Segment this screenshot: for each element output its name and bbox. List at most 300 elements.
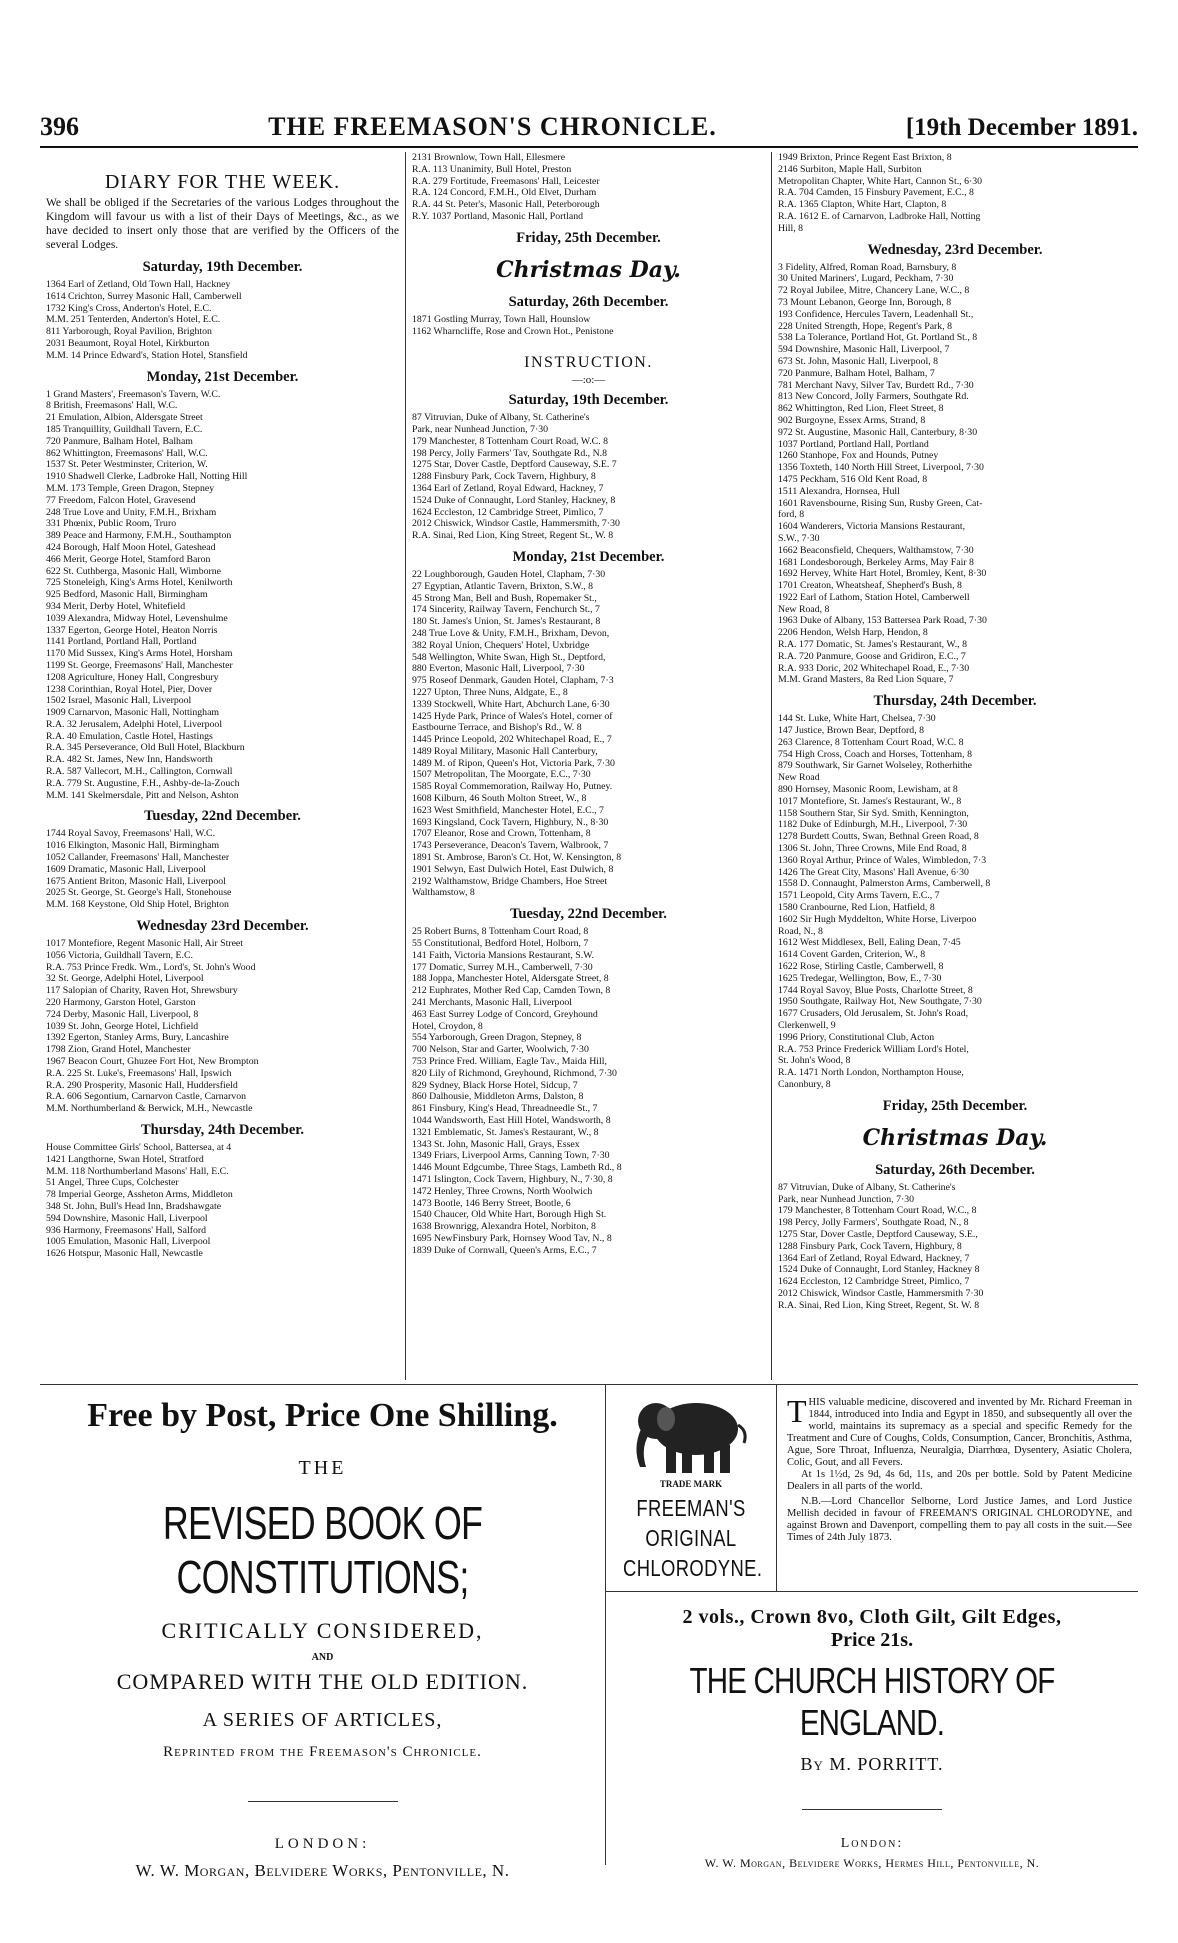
lodge-entry: 1604 Wanderers, Victoria Mansions Restaurant, — [778, 521, 966, 533]
lodge-entry: R.A. 720 Panmure, Goose and Gridiron, E.C., 7 — [778, 650, 966, 662]
advert-paragraph: HIS valuable medicine, discovered and invented by Mr. Richard Freeman in 1844, introduced into India and Egypt in 1850, and subsequently all over the world, maintains its supremacy as a special and specific Remedy for the Treatment and Cure of Coughs, Colds, Consumption, Cancer, Bronchitis, Asthma, Ague, Sore Throat, Influenza, Neuralgia, Diarrhœa, Dysentery, Asiatic Cholera, Colic, Gout, and all Fevers. — [787, 1397, 1132, 1468]
lodge-entry: 1278 Burdett Coutts, Swan, Bethnal Green Road, 8 — [778, 831, 979, 843]
lodge-entry: Hill, 8 — [778, 222, 804, 234]
lodge-entry: 1701 Creaton, Wheatsheaf, Shepherd's Bush, 8 — [778, 580, 962, 592]
lodge-entry: 622 St. Cuthberga, Masonic Hall, Wimborne — [46, 565, 222, 577]
lodge-entry: 228 United Strength, Hope, Regent's Park, 8 — [778, 320, 953, 332]
lodge-entry: 1608 Kilburn, 46 South Molton Street, W., 8 — [412, 793, 587, 805]
lodge-entry: 2031 Beaumont, Royal Hotel, Kirkburton — [46, 337, 210, 349]
lodge-entry: 1614 Crichton, Surrey Masonic Hall, Camberwell — [46, 290, 242, 302]
lodge-entry: 1707 Eleanor, Rose and Crown, Tottenham, 8 — [412, 828, 591, 840]
book-price: Price 21s. — [830, 1629, 914, 1651]
lodge-entry: R.A. 40 Emulation, Castle Hotel, Hastings — [46, 730, 213, 742]
lodge-entry: New Road — [778, 772, 820, 784]
lodge-list — [778, 262, 1132, 687]
lodge-entry: 1949 Brixton, Prince Regent East Brixton, 8 — [778, 152, 952, 163]
lodge-list — [46, 828, 399, 911]
lodge-entry: 1489 Royal Military, Masonic Hall Canterbury, — [412, 745, 598, 757]
chlorodyne-text — [777, 1385, 1138, 1591]
lodge-entry: 1475 Peckham, 516 Old Kent Road, 8 — [778, 473, 928, 485]
lodge-entry: 2012 Chiswick, Windsor Castle, Hammersmith, 7·30 — [412, 518, 620, 530]
lodge-entry: 1356 Toxteth, 140 North Hill Street, Liverpool, 7·30 — [778, 462, 984, 474]
advert-subtitle: CRITICALLY CONSIDERED, — [161, 1618, 484, 1643]
lodge-entry: 1426 The Great City, Masons' Hall Avenue, 6·30 — [778, 866, 969, 878]
lodge-entry: 179 Manchester, 8 Tottenham Court Road, W.C. 8 — [412, 435, 609, 447]
lodge-entry: 1744 Royal Savoy, Blue Posts, Charlotte Street, 8 — [778, 984, 973, 996]
lodge-entry: M.M. 118 Northumberland Masons' Hall, E.C. — [46, 1165, 229, 1177]
lodge-entry: Park, near Nunhead Junction, 7·30 — [778, 1193, 915, 1205]
lodge-entry: 1017 Montefiore, St. James's Restaurant, W., 8 — [778, 795, 962, 807]
lodge-entry: R.A. 753 Prince Frederick William Lord's Hotel, — [778, 1043, 969, 1055]
lodge-entry: R.A. 704 Camden, 15 Finsbury Pavement, E.C., 8 — [778, 187, 974, 199]
lodge-entry: R.A. 1365 Clapton, White Hart, Clapton, 8 — [778, 199, 947, 211]
advert-series: A SERIES OF ARTICLES, — [202, 1709, 443, 1731]
lodge-entry: Hotel, Croydon, 8 — [412, 1020, 483, 1032]
advert-headline: Free by Post, Price One Shilling. — [87, 1397, 558, 1434]
advert-the: THE — [298, 1457, 347, 1479]
lodge-entry: 1364 Earl of Zetland, Royal Edward, Hackney, 7 — [778, 1252, 970, 1264]
lodge-entry: 174 Sincerity, Railway Tavern, Fenchurch St., 7 — [412, 604, 600, 616]
lodge-entry: 1910 Shadwell Clerke, Ladbroke Hall, Notting Hill — [46, 471, 248, 483]
lodge-entry: 1922 Earl of Lathom, Station Hotel, Camberwell — [778, 591, 970, 603]
lodge-entry: 22 Loughborough, Gauden Hotel, Clapham, 7·30 — [412, 568, 606, 580]
advert-publisher: W. W. Morgan, Belvidere Works, Pentonville, N. — [135, 1861, 510, 1880]
lodge-entry: 1288 Finsbury Park, Cock Tavern, Highbury, 8 — [412, 471, 596, 483]
lodge-entry: 538 La Tolerance, Portland Hot, Gt. Portland St., 8 — [778, 332, 978, 344]
lodge-list — [412, 926, 765, 1256]
lodge-list — [778, 713, 1132, 1091]
day-heading: Tuesday, 22nd December. — [144, 808, 301, 825]
lodge-entry: R.A. 345 Perseverance, Old Bull Hotel, Blackburn — [46, 742, 245, 754]
lodge-entry: 1421 Langthorne, Swan Hotel, Stratford — [46, 1153, 204, 1165]
lodge-entry: M.M. 141 Skelmersdale, Pitt and Nelson, Ashton — [46, 789, 239, 801]
lodge-entry: 73 Mount Lebanon, George Inn, Borough, 8 — [778, 296, 952, 308]
day-heading: Saturday, 26th December. — [875, 1161, 1035, 1178]
lodge-entry: 1693 Kingsland, Cock Tavern, Highbury, N., 8·30 — [412, 816, 609, 828]
advert-paragraph: N.B.—Lord Chancellor Selborne, Lord Justice James, and Lord Justice Mellish decided in favour of FREEMAN'S ORIGINAL CHLORODYNE, and against Brown and Davenport, compelling them to pay all costs in the suit.—See Times of 24th July 1873. — [787, 1496, 1132, 1543]
lodge-entry: 925 Bedford, Masonic Hall, Birmingham — [46, 589, 208, 601]
lodge-entry: 811 Yarborough, Royal Pavilion, Brighton — [46, 326, 212, 338]
lodge-entry: 198 Percy, Jolly Farmers', Southgate Road, N., 8 — [778, 1217, 969, 1229]
lodge-entry: Road, N., 8 — [778, 925, 823, 937]
lodge-entry: R.A. 225 St. Luke's, Freemasons' Hall, Ipswich — [46, 1067, 232, 1079]
page-number: 396 — [40, 112, 79, 141]
diary-title: DIARY FOR THE WEEK. — [104, 171, 341, 193]
lodge-entry: 1158 Southern Star, Sir Syd. Smith, Kennington, — [778, 807, 969, 819]
lodge-entry: 1623 West Smithfield, Manchester Hotel, E.C., 7 — [412, 804, 604, 816]
lodge-entry: R.A. 482 St. James, New Inn, Handsworth — [46, 754, 213, 766]
lodge-entry: ford, 8 — [778, 509, 805, 521]
lodge-entry: 1162 Wharncliffe, Rose and Crown Hot., Penistone — [412, 325, 614, 337]
lodge-entry: 348 St. John, Bull's Head Inn, Bradshawgate — [46, 1200, 222, 1212]
lodge-list — [778, 1182, 1132, 1312]
lodge-entry: New Road, 8 — [778, 603, 830, 615]
lodge-entry: 975 Roseof Denmark, Gauden Hotel, Clapham, 7·3 — [412, 675, 614, 687]
lodge-list — [412, 152, 765, 223]
lodge-entry: 1182 Duke of Edinburgh, M.H., Liverpool, 7·30 — [778, 819, 968, 831]
book-title: REVISED BOOK OF CONSTITUTIONS; — [162, 1497, 483, 1603]
lodge-entry: 972 St. Augustine, Masonic Hall, Canterbury, 8·30 — [778, 426, 978, 438]
column-3 — [772, 152, 1138, 1380]
advert-london: London: — [840, 1836, 904, 1851]
lodge-entry: St. John's Wood, 8 — [778, 1055, 851, 1067]
lodge-entry: 2192 Walthamstow, Bridge Chambers, Hoe Street — [412, 875, 608, 887]
lodge-entry: 1732 King's Cross, Anderton's Hotel, E.C. — [46, 302, 212, 314]
ornament: —:o:— — [571, 374, 606, 387]
lodge-entry: 1571 Leopold, City Arms Tavern, E.C., 7 — [778, 890, 940, 902]
church-history-advert — [606, 1606, 1138, 1871]
lodge-list — [46, 389, 399, 802]
lodge-entry: Metropolitan Chapter, White Hart, Cannon St., 6·30 — [778, 175, 983, 187]
lodge-entry: 754 High Cross, Coach and Horses, Tottenham, 8 — [778, 748, 972, 760]
lodge-entry: 890 Hornsey, Masonic Room, Lewisham, at 8 — [778, 784, 958, 796]
lodge-entry: 1585 Royal Commemoration, Railway Ho, Putney. — [412, 781, 613, 793]
lodge-entry: 1017 Montefiore, Regent Masonic Hall, Air Street — [46, 938, 243, 950]
lodge-entry: 8 British, Freemasons' Hall, W.C. — [46, 400, 178, 412]
day-heading: Monday, 21st December. — [512, 548, 665, 565]
lodge-entry: 1275 Star, Dover Castle, Deptford Causeway, S.E., — [778, 1228, 978, 1240]
lodge-entry: 87 Vitruvian, Duke of Albany, St. Catherine's — [412, 412, 590, 424]
lodge-list — [412, 412, 765, 542]
lodge-entry: 2131 Brownlow, Town Hall, Ellesmere — [412, 152, 566, 163]
lodge-entry: 700 Nelson, Star and Garter, Woolwich, 7·30 — [412, 1044, 589, 1056]
lodge-entry: 1039 St. John, George Hotel, Lichfield — [46, 1020, 199, 1032]
columns — [40, 152, 1138, 1380]
lodge-entry: 77 Freedom, Falcon Hotel, Gravesend — [46, 494, 196, 506]
lodge-entry: 248 True Love & Unity, F.M.H., Brixham, Devon, — [412, 627, 610, 639]
lodge-entry: 548 Wellington, White Swan, High St., Deptford, — [412, 651, 606, 663]
day-heading: Tuesday, 22nd December. — [510, 906, 667, 923]
lodge-entry: 241 Merchants, Masonic Hall, Liverpool — [412, 997, 572, 1009]
lodge-entry: 1558 D. Connaught, Palmerston Arms, Camberwell, 8 — [778, 878, 991, 890]
lodge-list — [778, 152, 1132, 235]
lodge-list — [412, 569, 765, 899]
lodge-entry: 25 Robert Burns, 8 Tottenham Court Road, 8 — [412, 926, 589, 938]
lodge-entry: 1227 Upton, Three Nuns, Aldgate, E., 8 — [412, 686, 568, 698]
brand-line: ORIGINAL — [645, 1525, 737, 1551]
lodge-entry: 220 Harmony, Garston Hotel, Garston — [46, 997, 196, 1009]
day-heading: Saturday, 26th December. — [508, 293, 669, 310]
lodge-entry: R.A. 177 Domatic, St. James's Restaurant, W., 8 — [778, 639, 967, 651]
lodge-list — [412, 314, 765, 338]
lodge-entry: 1601 Ravensbourne, Rising Sun, Rusby Green, Cat- — [778, 497, 983, 509]
lodge-entry: Clerkenwell, 9 — [778, 1019, 836, 1031]
constitutions-advert — [40, 1385, 606, 1880]
lodge-entry: 1909 Carnarvon, Masonic Hall, Nottingham — [46, 707, 220, 719]
lodge-entry: 180 St. James's Union, St. James's Restaurant, 8 — [412, 616, 601, 628]
lodge-entry: 753 Prince Fred. William, Eagle Tav., Maida Hill, — [412, 1056, 607, 1068]
lodge-entry: 463 East Surrey Lodge of Concord, Greyhound — [412, 1008, 598, 1020]
book-author: By M. PORRITT. — [800, 1754, 944, 1774]
lodge-entry: 1056 Victoria, Guildhall Tavern, E.C. — [46, 949, 193, 961]
lodge-entry: 147 Justice, Brown Bear, Deptford, 8 — [778, 725, 924, 737]
lodge-entry: 1170 Mid Sussex, King's Arms Hotel, Horsham — [46, 648, 233, 660]
lodge-entry: 781 Merchant Navy, Silver Tav, Burdett Rd., 7·30 — [778, 379, 974, 391]
lodge-list — [46, 1142, 399, 1260]
day-heading: Friday, 25th December. — [882, 1097, 1028, 1114]
lodge-entry: 1798 Zion, Grand Hotel, Manchester — [46, 1044, 191, 1056]
lodge-entry: 32 St. George, Adelphi Hotel, Liverpool — [46, 973, 204, 985]
instruction-heading: INSTRUCTION. — [524, 354, 653, 372]
lodge-entry: 1489 M. of Ripon, Queen's Hot, Victoria Park, 7·30 — [412, 757, 615, 769]
lodge-entry: 179 Manchester, 8 Tottenham Court Road, W.C., 8 — [778, 1205, 977, 1217]
lodge-entry: 27 Egyptian, Atlantic Tavern, Brixton, S.W., 8 — [412, 580, 594, 592]
lodge-entry: 1199 St. George, Freemasons' Hall, Manchester — [46, 659, 233, 671]
christmas-day: Christmas Day. — [862, 1124, 1048, 1151]
lodge-entry: 813 New Concord, Jolly Farmers, Southgate Rd. — [778, 391, 969, 403]
lodge-entry: 198 Percy, Jolly Farmers' Tav, Southgate Rd., N.8 — [412, 447, 607, 459]
lodge-entry: 185 Tranquillity, Guildhall Tavern, E.C. — [46, 423, 203, 435]
lodge-entry: 1662 Beaconsfield, Chequers, Walthamstow, 7·30 — [778, 544, 974, 556]
lodge-list — [46, 279, 399, 362]
advert-paragraph: At 1s 1½d, 2s 9d, 4s 6d, 11s, and 20s per bottle. Sold by Patent Medicine Dealers in all parts of the world. — [787, 1469, 1132, 1492]
lodge-entry: 1141 Portland, Portland Hall, Portland — [46, 636, 197, 648]
newspaper-title: THE FREEMASON'S CHRONICLE. — [268, 112, 717, 141]
lodge-entry: 1967 Beacon Court, Ghuzee Fort Hot, New Brompton — [46, 1056, 259, 1068]
lodge-entry: M.M. 251 Tenterden, Anderton's Hotel, E.C. — [46, 314, 221, 326]
lodge-entry: 389 Peace and Harmony, F.M.H., Southampton — [46, 530, 232, 542]
lodge-entry: 880 Everton, Masonic Hall, Liverpool, 7·30 — [412, 663, 585, 675]
book-format: 2 vols., Crown 8vo, Cloth Gilt, Gilt Edges, — [682, 1606, 1062, 1628]
lodge-entry: 862 Whittington, Red Lion, Fleet Street, 8 — [778, 403, 944, 415]
lodge-entry: 1681 Londesborough, Berkeley Arms, May Fair 8 — [778, 556, 974, 568]
lodge-entry: M.M. Northumberland & Berwick, M.H., Newcastle — [46, 1103, 253, 1115]
lodge-entry: 1614 Covent Garden, Criterion, W., 8 — [778, 949, 926, 961]
lodge-entry: 860 Dalhousie, Middleton Arms, Dalston, 8 — [412, 1091, 584, 1103]
lodge-entry: 1044 Wandsworth, East Hill Hotel, Wandsworth, 8 — [412, 1115, 611, 1126]
lodge-entry: 594 Downshire, Masonic Hall, Liverpool — [46, 1212, 208, 1224]
lodge-entry: 1511 Alexandra, Hornsea, Hull — [778, 485, 900, 497]
lodge-entry: 1891 St. Ambrose, Baron's Ct. Hot, W. Kensington, 8 — [412, 852, 622, 864]
lodge-entry: 879 Southwark, Sir Garnet Wolseley, Rotherhithe — [778, 760, 973, 772]
trade-mark-label: TRADE MARK — [659, 1479, 723, 1489]
lodge-entry: 1288 Finsbury Park, Cock Tavern, Highbury, 8 — [778, 1240, 962, 1252]
lodge-entry: M.M. 168 Keystone, Old Ship Hotel, Brighton — [46, 899, 229, 911]
lodge-entry: 72 Royal Jubilee, Mitre, Chancery Lane, W.C., 8 — [778, 285, 970, 297]
lodge-entry: Canonbury, 8 — [778, 1078, 831, 1090]
lodge-entry: 1037 Portland, Portland Hall, Portland — [778, 438, 929, 450]
advertisements — [40, 1384, 1138, 1880]
lodge-entry: 1039 Alexandra, Midway Hotel, Levenshulme — [46, 612, 228, 624]
lodge-entry: 1364 Earl of Zetland, Old Town Hall, Hackney — [46, 279, 231, 290]
lodge-entry: 720 Panmure, Balham Hotel, Balham — [46, 435, 193, 447]
lodge-entry: 78 Imperial George, Assheton Arms, Middleton — [46, 1189, 233, 1201]
lodge-entry: 861 Finsbury, King's Head, Threadneedle St., 7 — [412, 1103, 598, 1115]
lodge-entry: 554 Yarborough, Green Dragon, Stepney, 8 — [412, 1032, 582, 1044]
lodge-entry: 1624 Eccleston, 12 Cambridge Street, Pimlico, 7 — [412, 506, 604, 518]
elephant-icon — [606, 1385, 776, 1485]
lodge-entry: 55 Constitutional, Bedford Hotel, Holborn, 7 — [412, 938, 589, 950]
lodge-entry: 1602 Sir Hugh Myddelton, White Horse, Liverpoo — [778, 913, 977, 925]
lodge-entry: 21 Emulation, Albion, Aldersgate Street — [46, 412, 203, 424]
lodge-entry: R.A. 44 St. Peter's, Masonic Hall, Peterborough — [412, 199, 600, 211]
lodge-entry: 1540 Chaucer, Old White Hart, Borough High St. — [412, 1209, 607, 1221]
lodge-entry: 1537 St. Peter Westminster, Criterion, W. — [46, 459, 208, 471]
drop-cap: T — [787, 1393, 807, 1429]
lodge-entry: 177 Domatic, Surrey M.H., Camberwell, 7·30 — [412, 961, 593, 973]
page-header — [40, 108, 1138, 142]
advert-and: AND — [311, 1652, 334, 1663]
lodge-list — [46, 938, 399, 1115]
lodge-entry: R.A. 933 Doric, 202 Whitechapel Road, E., 7·30 — [778, 662, 970, 674]
elephant-trademark-image — [626, 1387, 756, 1483]
right-adverts — [606, 1385, 1138, 1870]
lodge-entry: 1677 Crusaders, Old Jerusalem, St. John's Road, — [778, 1008, 969, 1020]
lodge-entry: 1349 Friars, Liverpool Arms, Canning Town, 7·30 — [412, 1150, 610, 1162]
lodge-entry: 188 Joppa, Manchester Hotel, Aldersgate Street, 8 — [412, 973, 609, 985]
lodge-entry: 1052 Callander, Freemasons' Hall, Manchester — [46, 852, 230, 864]
lodge-entry: 144 St. Luke, White Hart, Chelsea, 7·30 — [778, 713, 936, 725]
lodge-entry: 1425 Hyde Park, Prince of Wales's Hotel, corner of — [412, 710, 613, 722]
lodge-entry: R.A. 124 Concord, F.M.H., Old Elvet, Durham — [412, 187, 597, 199]
lodge-entry: R.A. 1612 E. of Carnarvon, Ladbroke Hall, Notting — [778, 210, 981, 222]
lodge-entry: 466 Merit, George Hotel, Stamford Baron — [46, 553, 211, 565]
lodge-entry: 1364 Earl of Zetland, Royal Edward, Hackney, 7 — [412, 482, 604, 494]
lodge-entry: 1622 Rose, Stirling Castle, Camberwell, 8 — [778, 961, 944, 972]
lodge-entry: 1612 West Middlesex, Bell, Ealing Dean, 7·45 — [778, 937, 961, 949]
lodge-entry: 1275 Star, Dover Castle, Deptford Causeway, S.E. 7 — [412, 459, 617, 471]
lodge-entry: 1624 Eccleston, 12 Cambridge Street, Pimlico, 7 — [778, 1276, 970, 1288]
lodge-entry: 1 Grand Masters', Freemason's Tavern, W.C. — [46, 388, 221, 400]
lodge-entry: 1471 Islington, Cock Tavern, Highbury, N., 7·30, 8 — [412, 1173, 613, 1185]
lodge-entry: 820 Lily of Richmond, Greyhound, Richmond, 7·30 — [412, 1067, 617, 1079]
lodge-entry: 1337 Egerton, George Hotel, Heaton Norris — [46, 624, 218, 636]
lodge-entry: 2206 Hendon, Welsh Harp, Hendon, 8 — [778, 627, 928, 639]
diary-intro: We shall be obliged if the Secretaries of the various Lodges throughout the Kingdom will favour us with a list of their Days of Meetings, &c., as we have decided to insert only those that are verified by the Officers of the several Lodges. — [46, 197, 399, 251]
lodge-entry: 1016 Elkington, Masonic Hall, Birmingham — [46, 840, 220, 852]
lodge-entry: 1238 Corinthian, Royal Hotel, Pier, Dover — [46, 683, 213, 695]
day-heading: Saturday, 19th December. — [508, 392, 669, 409]
lodge-entry: R.Y. 1037 Portland, Masonic Hall, Portland — [412, 210, 583, 222]
lodge-entry: 1392 Egerton, Stanley Arms, Bury, Lancashire — [46, 1032, 229, 1044]
lodge-entry: 51 Angel, Three Cups, Colchester — [46, 1177, 179, 1189]
lodge-entry: 1695 NewFinsbury Park, Hornsey Wood Tav, N., 8 — [412, 1232, 612, 1244]
lodge-entry: 1446 Mount Edgcumbe, Three Stags, Lambeth Rd., 8 — [412, 1162, 622, 1174]
day-heading: Wednesday, 23rd December. — [867, 241, 1043, 258]
day-heading: Wednesday 23rd December. — [136, 918, 309, 935]
lodge-entry: R.A. Sinai, Red Lion, King Street, Regent St., W. 8 — [412, 530, 614, 542]
lodge-entry: 673 St. John, Masonic Hall, Liverpool, 8 — [778, 355, 939, 367]
issue-date: [19th December 1891. — [905, 114, 1138, 141]
lodge-entry: 141 Faith, Victoria Mansions Restaurant, S.W. — [412, 949, 595, 961]
lodge-entry: 193 Confidence, Hercules Tavern, Leadenhall St., — [778, 308, 974, 320]
divider — [802, 1809, 942, 1810]
lodge-entry: 1743 Perseverance, Deacon's Tavern, Walbrook, 7 — [412, 840, 609, 852]
day-heading: Thursday, 24th December. — [873, 693, 1037, 710]
day-heading: Saturday, 19th December. — [142, 259, 303, 275]
lodge-entry: R.A. 113 Unanimity, Bull Hotel, Preston — [412, 163, 572, 175]
lodge-entry: R.A. 779 St. Augustine, F.H., Ashby-de-la-Zouch — [46, 777, 240, 789]
lodge-entry: M.M. 173 Temple, Green Dragon, Stepney — [46, 482, 215, 494]
lodge-entry: 902 Burgoyne, Essex Arms, Strand, 8 — [778, 414, 926, 426]
lodge-entry: Park, near Nunhead Junction, 7·30 — [412, 423, 549, 435]
lodge-entry: 1472 Henley, Three Crowns, North Woolwich — [412, 1185, 593, 1197]
book-title: THE CHURCH HISTORY OF ENGLAND. — [689, 1660, 1055, 1743]
lodge-entry: 1502 Israel, Masonic Hall, Liverpool — [46, 695, 192, 707]
lodge-entry: 1996 Priory, Constitutional Club, Acton — [778, 1031, 935, 1043]
lodge-entry: 934 Merit, Derby Hotel, Whitefield — [46, 600, 186, 612]
lodge-entry: 1580 Cranbourne, Red Lion, Hatfield, 8 — [778, 902, 935, 914]
lodge-entry: 1321 Emblematic, St. James's Restaurant, W., 8 — [412, 1126, 599, 1138]
column-2 — [406, 152, 772, 1380]
lodge-entry: M.M. Grand Masters, 8a Red Lion Square, 7 — [778, 674, 954, 686]
advert-publisher: W. W. Morgan, Belvidere Works, Hermes Hill, Pentonville, N. — [704, 1856, 1040, 1870]
lodge-entry: 248 True Love and Unity, F.M.H., Brixham — [46, 506, 217, 518]
lodge-entry: 382 Royal Union, Chequers' Hotel, Uxbridge — [412, 639, 590, 651]
lodge-entry: House Committee Girls' School, Battersea, at 4 — [46, 1142, 232, 1153]
lodge-entry: 212 Euphrates, Mother Red Cap, Camden Town, 8 — [412, 985, 611, 997]
lodge-entry: R.A. 606 Segontium, Carnarvon Castle, Carnarvon — [46, 1091, 246, 1103]
lodge-entry: 1208 Agriculture, Honey Hall, Congresbury — [46, 671, 219, 683]
lodge-entry: R.A. 32 Jerusalem, Adelphi Hotel, Liverpool — [46, 718, 223, 730]
christmas-day: Christmas Day. — [496, 256, 681, 283]
lodge-entry: 2146 Surbiton, Maple Hall, Surbiton — [778, 163, 922, 175]
brand-line: CHLORODYNE. — [623, 1555, 763, 1581]
lodge-entry: 263 Clarence, 8 Tottenham Court Road, W.C. 8 — [778, 736, 964, 748]
lodge-entry: 1260 Stanhope, Fox and Hounds, Putney — [778, 450, 939, 462]
chlorodyne-brand — [606, 1385, 777, 1591]
advert-compared: COMPARED WITH THE OLD EDITION. — [116, 1669, 529, 1694]
lodge-entry: Walthamstow, 8 — [412, 887, 475, 899]
lodge-entry: M.M. 14 Prince Edward's, Station Hotel, Stansfield — [46, 349, 248, 361]
lodge-entry: 1507 Metropolitan, The Moorgate, E.C., 7·30 — [412, 769, 591, 781]
lodge-entry: Eastbourne Terrace, and Bishop's Rd., W. 8 — [412, 722, 582, 734]
lodge-entry: 1839 Duke of Cornwall, Queen's Arms, E.C., 7 — [412, 1244, 597, 1256]
lodge-entry: 1524 Duke of Connaught, Lord Stanley, Hackney, 8 — [412, 494, 616, 506]
lodge-entry: 1005 Emulation, Masonic Hall, Liverpool — [46, 1236, 211, 1248]
lodge-entry: 1744 Royal Savoy, Freemasons' Hall, W.C. — [46, 828, 216, 840]
advert-london: LONDON: — [274, 1836, 371, 1852]
lodge-entry: S.W., 7·30 — [778, 532, 820, 544]
lodge-entry: 1871 Gostling Murray, Town Hall, Hounslow — [412, 313, 591, 325]
lodge-entry: 720 Panmure, Balham Hotel, Balham, 7 — [778, 367, 935, 379]
lodge-entry: 1901 Selwyn, East Dulwich Hotel, East Dulwich, 8 — [412, 863, 614, 875]
lodge-entry: 862 Whittington, Freemasons' Hall, W.C. — [46, 447, 208, 459]
lodge-entry: 1609 Dramatic, Masonic Hall, Liverpool — [46, 863, 206, 875]
lodge-entry: 1638 Brownrigg, Alexandra Hotel, Norbiton, 8 — [412, 1221, 596, 1233]
lodge-entry: 936 Harmony, Freemasons' Hall, Salford — [46, 1224, 207, 1236]
lodge-entry: 1473 Bootle, 146 Berry Street, Bootle, 6 — [412, 1197, 571, 1209]
lodge-entry: R.A. 1471 North London, Northampton House, — [778, 1067, 964, 1079]
advert-reprinted: Reprinted from the Freemason's Chronicle. — [163, 1744, 482, 1760]
header-rule — [40, 146, 1138, 148]
day-heading: Thursday, 24th December. — [141, 1122, 304, 1138]
column-1 — [40, 152, 406, 1380]
lodge-entry: 3 Fidelity, Alfred, Roman Road, Barnsbury, 8 — [778, 261, 957, 273]
lodge-entry: 2012 Chiswick, Windsor Castle, Hammersmith 7·30 — [778, 1287, 984, 1299]
lodge-entry: R.A. 753 Prince Fredk. Wm., Lord's, St. John's Wood — [46, 961, 256, 973]
lodge-entry: 87 Vitruvian, Duke of Albany, St. Catherine's — [778, 1181, 956, 1193]
lodge-entry: 1625 Tredegar, Wellington, Bow, E., 7·30 — [778, 972, 942, 984]
lodge-entry: 331 Phœnix, Public Room, Truro — [46, 518, 177, 530]
day-heading: Monday, 21st December. — [146, 368, 299, 385]
lodge-entry: 594 Downshire, Masonic Hall, Liverpool, 7 — [778, 344, 950, 356]
lodge-entry: 725 Stoneleigh, King's Arms Hotel, Kenilworth — [46, 577, 233, 589]
lodge-entry: 1524 Duke of Connaught, Lord Stanley, Hackney 8 — [778, 1264, 980, 1276]
divider — [248, 1801, 398, 1802]
lodge-entry: 1445 Prince Leopold, 202 Whitechapel Road, E., 7 — [412, 734, 612, 746]
lodge-entry: 829 Sydney, Black Horse Hotel, Sidcup, 7 — [412, 1079, 578, 1091]
chlorodyne-advert — [606, 1385, 1138, 1592]
lodge-entry: 1626 Hotspur, Masonic Hall, Newcastle — [46, 1248, 203, 1260]
lodge-entry: 1692 Hervey, White Hart Hotel, Bromley, Kent, 8·30 — [778, 568, 987, 580]
lodge-entry: 2025 St. George, St. George's Hall, Stonehouse — [46, 887, 232, 899]
lodge-entry: R.A. 290 Prosperity, Masonic Hall, Huddersfield — [46, 1079, 238, 1091]
lodge-entry: 1339 Stockwell, White Hart, Abchurch Lane, 6·30 — [412, 698, 610, 710]
lodge-entry: 1343 St. John, Masonic Hall, Grays, Essex — [412, 1138, 580, 1150]
lodge-entry: R.A. Sinai, Red Lion, King Street, Regent, St. W. 8 — [778, 1299, 980, 1311]
day-heading: Friday, 25th December. — [516, 229, 661, 246]
